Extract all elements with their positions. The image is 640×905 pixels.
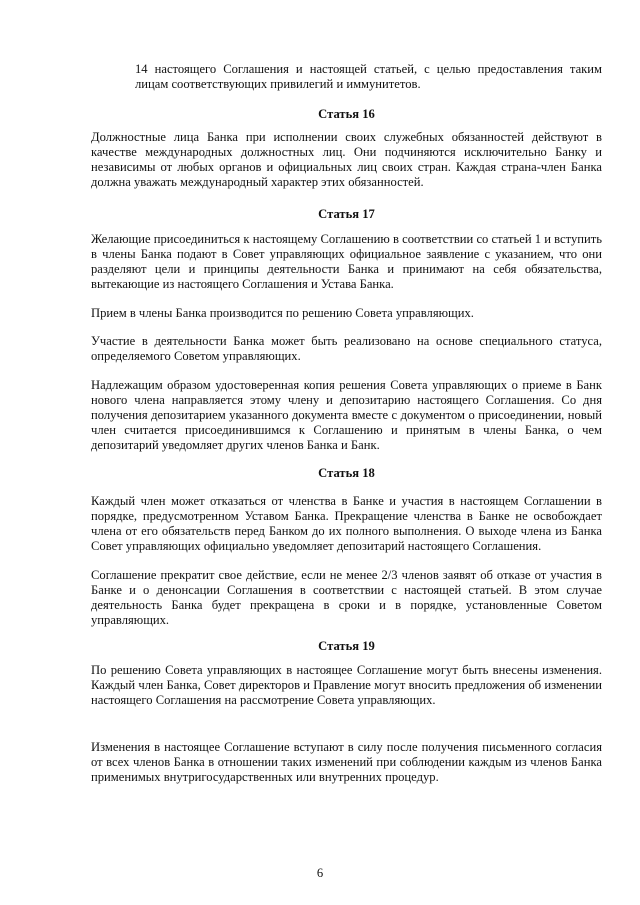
article-17-paragraph-1: Желающие присоединиться к настоящему Соглашению в соответствии со статьей 1 и вступить в члены Банка подают в Совет управляющих официальное заявление с указанием, что они разделяют цели и принципы деятельности Банка и принимают на себя обязательства, вытекающие из настоящего Соглашения и Устава Банка. xyxy=(91,232,602,291)
article-19-paragraph-2: Изменения в настоящее Соглашение вступают в силу после получения письменного согласия от всех членов Банка в отношении таких изменений при соблюдении каждым из членов Банка применимых внутригосударственных или внутренних процедур. xyxy=(91,740,602,784)
page-number: 6 xyxy=(316,866,324,880)
continuation-paragraph: 14 настоящего Соглашения и настоящей статьей, с целью предоставления таким лицам соответствующих привилегий и иммунитетов. xyxy=(135,62,602,91)
article-19-paragraph-1: По решению Совета управляющих в настоящее Соглашение могут быть внесены изменения. Каждый член Банка, Совет директоров и Правление могут вносить предложения об изменении настоящего Соглашения на рассмотрение Совета управляющих. xyxy=(91,663,602,707)
article-19-heading: Статья 19 xyxy=(318,639,375,653)
article-17-paragraph-4: Надлежащим образом удостоверенная копия решения Совета управляющих о приеме в Банк нового члена направляется этому члену и депозитарию настоящего Соглашения. Со дня получения депозитарием указанного документа вместе с документом о присоединении, новый член считается присоединившимся к Соглашению и принятым в члены Банка, о чем депозитарий уведомляет других членов Банка и Банк. xyxy=(91,378,602,452)
article-16-paragraph-1: Должностные лица Банка при исполнении своих служебных обязанностей действуют в качестве международных должностных лиц. Они подчиняются исключительно Банку и независимы от любых органов и официальных лиц своих стран. Каждая страна-член Банка должна уважать международный характер этих обязанностей. xyxy=(91,130,602,189)
article-16-heading: Статья 16 xyxy=(318,107,375,121)
article-18-paragraph-1: Каждый член может отказаться от членства в Банке и участия в настоящем Соглашении в порядке, предусмотренном Уставом Банка. Прекращение членства в Банке не освобождает члена от его обязательств перед Банком до их полного выполнения. О выходе члена из Банка Совет управляющих официально уведомляет депозитарий настоящего Соглашения. xyxy=(91,494,602,553)
article-18-paragraph-2: Соглашение прекратит свое действие, если не менее 2/3 членов заявят об отказе от участия в Банке и о денонсации Соглашения в соответствии с настоящей статьей. В этом случае деятельность Банка будет прекращена в сроки и в порядке, установленные Советом управляющих. xyxy=(91,568,602,627)
article-17-paragraph-3: Участие в деятельности Банка может быть реализовано на основе специального статуса, определяемого Советом управляющих. xyxy=(91,334,602,363)
article-18-heading: Статья 18 xyxy=(318,466,375,480)
article-17-heading: Статья 17 xyxy=(318,207,375,221)
article-17-paragraph-2: Прием в члены Банка производится по решению Совета управляющих. xyxy=(91,306,474,320)
